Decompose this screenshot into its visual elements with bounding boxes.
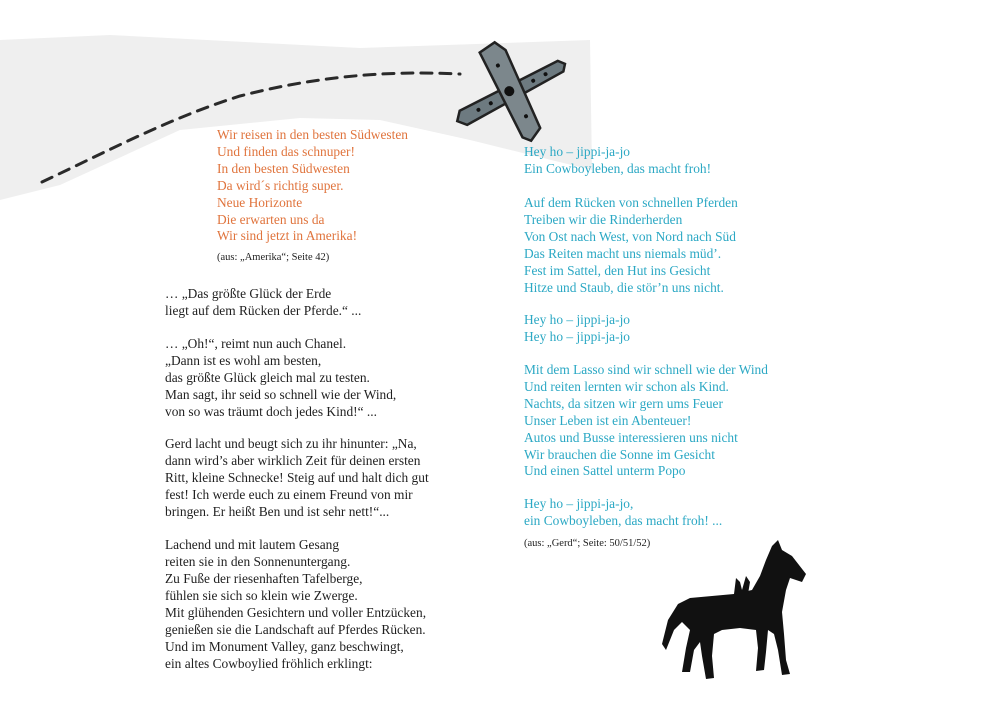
refrain-2: Hey ho – jippi-ja-jo Hey ho – jippi-ja-jo	[524, 312, 630, 344]
refrain-3: Hey ho – jippi-ja-jo, ein Cowboyleben, das macht froh! ...	[524, 496, 723, 528]
verse-1: Auf dem Rücken von schnellen Pferden Treiben wir die Rinderherden Von Ost nach West, von Nord nach Süd Das Reiten macht uns niemals müd’. Fest im Sattel, den Hut ins Gesicht Hitze und Staub, die stör’n uns nicht.	[524, 195, 738, 295]
paragraph-1: … „Das größte Glück der Erde liegt auf dem Rücken der Pferde.“ ...	[165, 286, 362, 318]
paragraph-2: … „Oh!“, reimt nun auch Chanel. „Dann ist es wohl am besten, das größte Glück gleich mal zu testen. Man sagt, ihr seid so schnell wie der Wind, von so was träumt doch jedes Kind!“ ...	[165, 336, 397, 419]
source-amerika: (aus: „Amerika“; Seite 42)	[217, 252, 330, 263]
paragraph-3: Gerd lacht und beugt sich zu ihr hinunter: „Na, dann wird’s aber wirklich Zeit für deinen ersten Ritt, kleine Schnecke! Steig auf und halt dich gut fest! Ich werde euch zu einem Freund von mir bringen. Er heißt Ben und ist sehr nett!“...	[165, 436, 429, 519]
verse-2: Mit dem Lasso sind wir schnell wie der Wind Und reiten lernten wir schon als Kind. Nachts, da sitzen wir gern ums Feuer Unser Leben ist ein Abenteuer! Autos und Busse interessieren uns nicht Wir brauchen die Sonne im Gesicht Und einen Sattel unterm Popo	[524, 362, 768, 479]
source-gerd: (aus: „Gerd“; Seite: 50/51/52)	[524, 538, 651, 549]
horse-icon	[660, 538, 820, 688]
song-amerika: Wir reisen in den besten Südwesten Und finden das schnuper! In den besten Südwesten Da wird´s richtig super. Neue Horizonte Die erwarten uns da Wir sind jetzt in Amerika!	[217, 127, 408, 244]
refrain-1: Hey ho – jippi-ja-jo Ein Cowboyleben, das macht froh!	[524, 144, 712, 176]
paragraph-4: Lachend und mit lautem Gesang reiten sie in den Sonnenuntergang. Zu Fuße der riesenhaften Tafelberge, fühlen sie sich so klein wie Zwerge. Mit glühenden Gesichtern und voller Entzücken, genießen sie die Landschaft auf Pferdes Rücken. Und im Monument Valley, ganz beschwingt, ein altes Cowboylied fröhlich erklingt:	[165, 537, 427, 671]
